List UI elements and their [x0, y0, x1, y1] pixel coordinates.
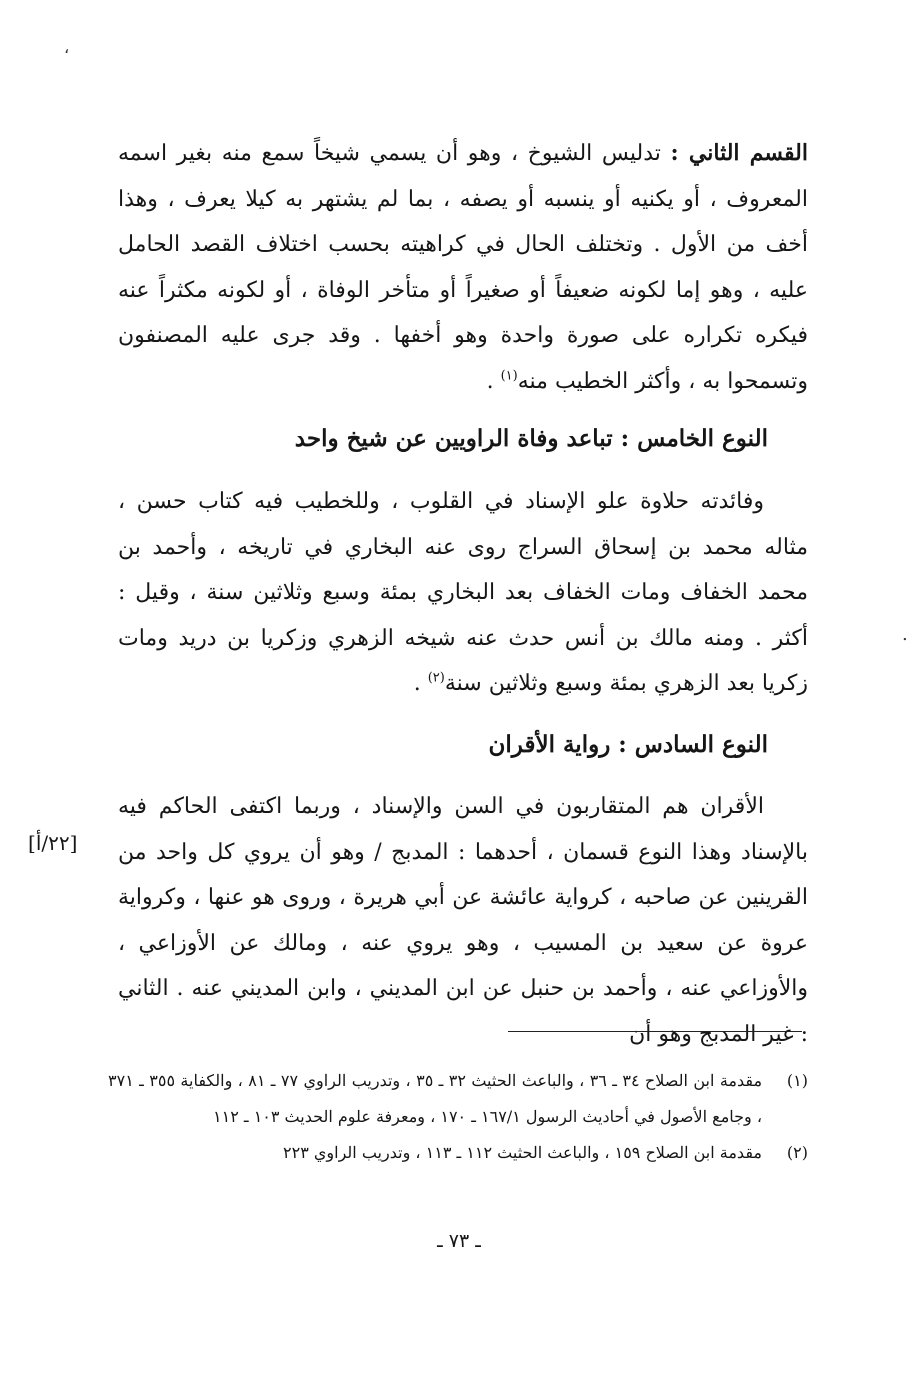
page-number: ـ ٧٣ ـ — [437, 1230, 481, 1252]
footnote-ref-1[interactable]: (١) — [500, 368, 518, 384]
paragraph-text: الأقران هم المتقاربون في السن والإسناد ، وربما اكتفى الحاكم فيه بالإسناد وهذا النوع قسمان ، أحدهما : المدبج / وهو أن يروي كل واحد من القرينين عن صاحبه ، كرواية عائشة عن أبي هريرة ، وروى هو عنها ، وكرواية عروة عن سعيد بن المسيب ، وهو يروي عنه ، ومالك عن الأوزاعي ، والأوزاعي عنه ، وأحمد بن حنبل عن ابن المديني ، وابن المديني عنه . الثاني : غير المدبج وهو أن — [118, 794, 808, 1047]
footnote-ref-2[interactable]: (٢) — [427, 670, 445, 686]
footnotes — [108, 1063, 808, 1171]
footnote-text: مقدمة ابن الصلاح ٣٤ ـ ٣٦ ، والباعث الحثيث ٣٢ ـ ٣٥ ، وتدريب الراوي ٧٧ ـ ٨١ ، والكفاية ٣٥٥ ـ ٣٧١ ، وجامع الأصول في أحاديث الرسول ١٦٧/١ ـ ١٧٠ ، ومعرفة علوم الحديث ١٠٣ ـ ١١٢ — [108, 1071, 763, 1126]
stray-mark-margin: . — [902, 624, 908, 645]
footnote-number: (٢) — [786, 1143, 808, 1162]
paragraph-sixth-type — [118, 784, 808, 1057]
paragraph-end: . — [413, 671, 428, 696]
paragraph-text: وفائدته حلاوة علو الإسناد في القلوب ، وللخطيب فيه كتاب حسن ، مثاله محمد بن إسحاق السراج روى عنه البخاري في تاريخه ، وأحمد بن محمد الخفاف ومات الخفاف بعد البخاري بمئة وسبع وثلاثين سنة ، وقيل : أكثر . ومنه مالك بن أنس حدث عنه شيخه الزهري وزكريا بن دريد ومات زكريا بعد الزهري بمئة وسبع وثلاثين سنة — [118, 489, 808, 696]
footnote-2 — [108, 1135, 808, 1171]
footnote-1 — [108, 1063, 808, 1135]
footnote-number: (١) — [786, 1071, 808, 1090]
paragraph-end: . — [486, 368, 501, 394]
section-heading-fifth: النوع الخامس : تباعد وفاة الراويين عن شيخ واحد — [294, 425, 768, 452]
stray-mark: ، — [64, 38, 70, 57]
footnote-text: مقدمة ابن الصلاح ١٥٩ ، والباعث الحثيث ١١٢ ـ ١١٣ ، وتدريب الراوي ٢٢٣ — [283, 1143, 762, 1162]
paragraph-lead: القسم الثاني : — [670, 140, 808, 166]
manuscript-folio-marker: [٢٢/أ] — [28, 831, 78, 855]
paragraph-tadlis-shuyukh — [118, 131, 808, 404]
paragraph-fifth-type — [118, 479, 808, 707]
footnote-divider — [508, 1031, 802, 1032]
paragraph-text: تدليس الشيوخ ، وهو أن يسمي شيخاً سمع منه بغير اسمه المعروف ، أو يكنيه أو ينسبه أو يصفه ، بما لم يشتهر به كيلا يعرف ، وهذا أخف من الأول . وتختلف الحال في كراهيته بحسب اختلاف القصد الحامل عليه ، وهو إما لكونه ضعيفاً أو صغيراً أو متأخر الوفاة ، أو لكونه مكثراً عنه فيكره تكراره على صورة واحدة وهو أخفها . وقد جرى عليه المصنفون وتسمحوا به ، وأكثر الخطيب منه — [118, 141, 808, 394]
section-heading-sixth: النوع السادس : رواية الأقران — [488, 731, 768, 758]
